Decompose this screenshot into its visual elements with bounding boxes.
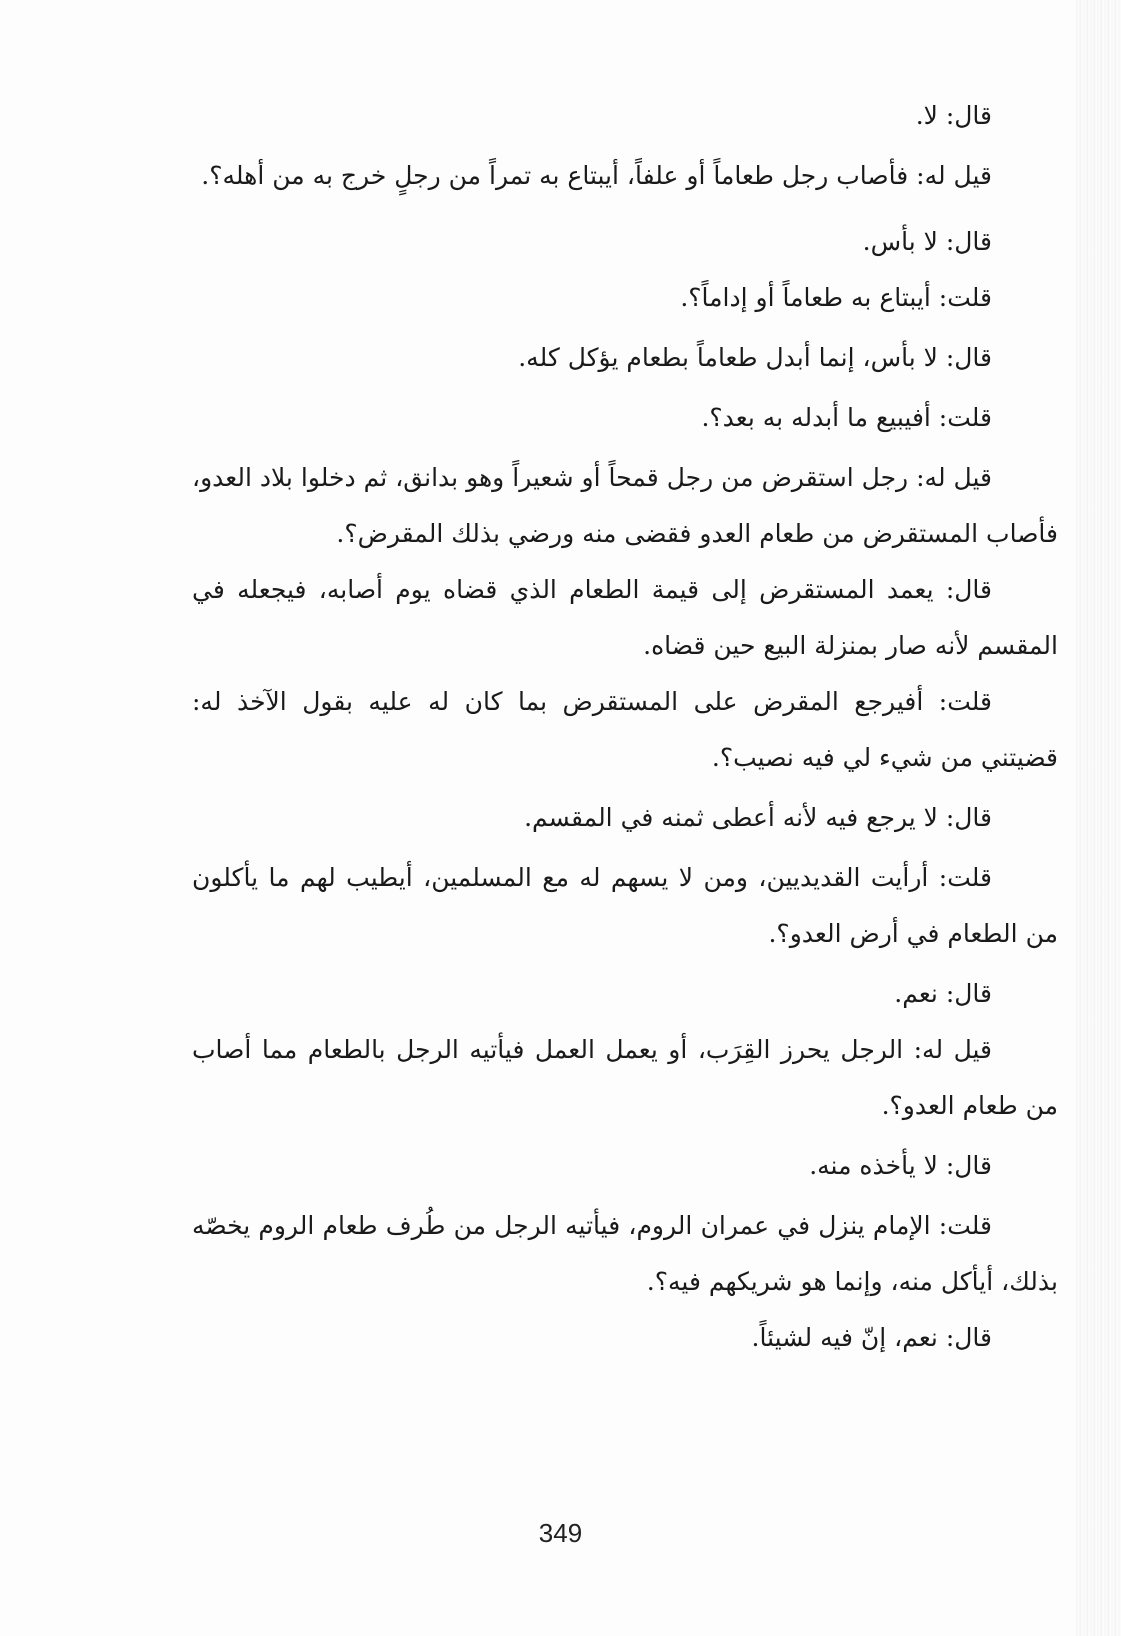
scan-edge-shading [1075,0,1121,1636]
paragraph-9: قلت: أفيرجع المقرض على المستقرض بما كان له عليه بقول الآخذ له: قضيتني من شيء لي فيه نصيب؟. [192,687,1058,772]
paragraph-14: قال: لا يأخذه منه. [809,1151,992,1180]
paragraph-4: قلت: أيبتاع به طعاماً أو إداماً؟. [680,283,992,312]
page-number: 349 [538,1518,583,1548]
paragraph-11: قلت: أرأيت القديديين، ومن لا يسهم له مع المسلمين، أيطيب لهم ما يأكلون من الطعام في أرض العدو؟. [192,863,1058,948]
paragraph-12: قال: نعم. [894,979,992,1008]
paragraph-13: قيل له: الرجل يحرز القِرَب، أو يعمل العمل فيأتيه الرجل بالطعام مما أصاب من طعام العدو؟. [192,1035,1058,1120]
paragraph-6: قلت: أفيبيع ما أبدله به بعد؟. [701,403,992,432]
paragraph-15: قلت: الإمام ينزل في عمران الروم، فيأتيه الرجل من طُرف طعام الروم يخصّه بذلك، أيأكل منه، وإنما هو شريكهم فيه؟. [192,1211,1058,1296]
paragraph-2: قيل له: فأصاب رجل طعاماً أو علفاً، أيبتاع به تمراً من رجلٍ خرج به من أهله؟. [201,161,992,190]
page-body-text [192,88,1058,1366]
paragraph-5: قال: لا بأس، إنما أبدل طعاماً بطعام يؤكل كله. [518,343,992,372]
paragraph-8: قال: يعمد المستقرض إلى قيمة الطعام الذي قضاه يوم أصابه، فيجعله في المقسم لأنه صار بمنزلة البيع حين قضاه. [192,575,1058,660]
paragraph-7: قيل له: رجل استقرض من رجل قمحاً أو شعيراً وهو بدانق، ثم دخلوا بلاد العدو، فأصاب المستقرض من طعام العدو فقضى منه ورضي بذلك المقرض؟. [192,463,1058,548]
paragraph-10: قال: لا يرجع فيه لأنه أعطى ثمنه في المقسم. [524,803,992,832]
paragraph-3: قال: لا بأس. [862,227,992,256]
paragraph-16: قال: نعم، إنّ فيه لشيئاً. [751,1323,992,1352]
paragraph-1: قال: لا. [915,101,992,130]
